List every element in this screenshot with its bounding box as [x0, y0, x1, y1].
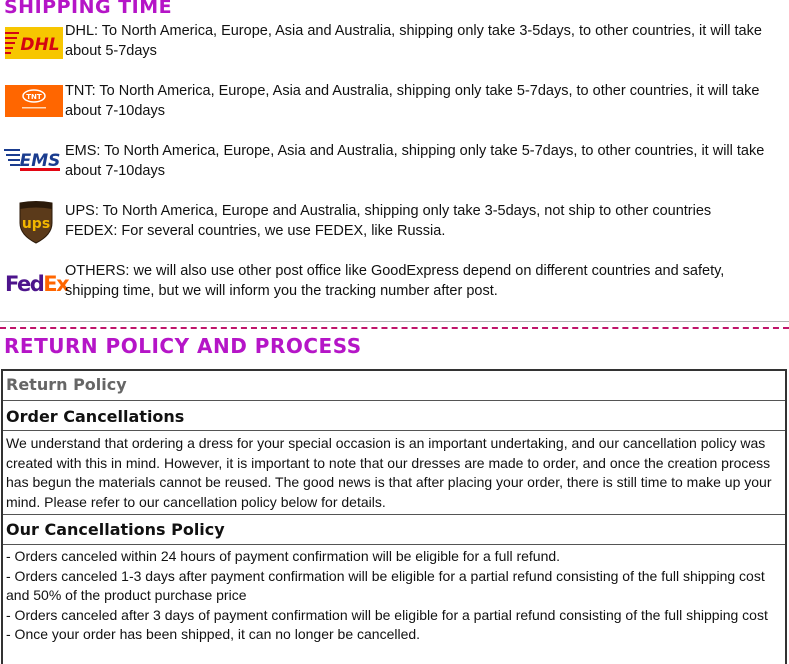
- fedex-logo-icon: [2, 261, 69, 303]
- divider-line: [0, 321, 789, 322]
- list-item: - Orders canceled after 3 days of payment confirmation will be eligible for a partial refund consisting of the full shipping cost: [6, 606, 768, 623]
- order-cancellations-paragraph: We understand that ordering a dress for your special occasion is an important undertaking, and our cancellation policy was created with this in mind. However, it is important to note that our dresses are made to order, and once the creation process has begun the materials cannot be reused. The good news is that after placing your order, there is still time to make up your mind. Please refer to our cancellation policy below for details.: [3, 431, 785, 515]
- return-policy-title: RETURN POLICY AND PROCESS: [4, 334, 362, 358]
- carrier-row-ups: [0, 201, 789, 253]
- cancellations-policy-heading: Our Cancellations Policy: [3, 515, 785, 545]
- carrier-row-dhl: [0, 21, 789, 73]
- carrier-text-dhl: DHL: To North America, Europe, Asia and Australia, shipping only take 3-5days, to other countries, it will take about 5-7days: [65, 23, 762, 59]
- cancellations-policy-list: [3, 545, 785, 645]
- list-item: - Orders canceled 1-3 days after payment confirmation will be eligible for a partial refund consisting of the full shipping cost and 50% of the product purchase price: [6, 567, 765, 603]
- divider-dashed: [0, 327, 789, 329]
- list-item: - Once your order has been shipped, it can no longer be cancelled.: [6, 626, 421, 642]
- ups-logo-text: ups: [21, 216, 51, 232]
- order-cancellations-heading: Order Cancellations: [3, 401, 785, 431]
- tnt-logo-icon: [2, 81, 64, 123]
- carrier-row-others: [0, 261, 789, 313]
- dhl-logo-icon: [2, 21, 64, 63]
- list-item: - Orders canceled within 24 hours of payment confirmation will be eligible for a full refund.: [6, 548, 561, 564]
- ems-logo-icon: [2, 141, 64, 183]
- ems-logo-text: EMS: [19, 151, 61, 171]
- carrier-text-others: OTHERS: we will also use other post office like GoodExpress depend on different countries and safety, shipping time, but we will inform you the tracking number after post.: [65, 263, 725, 299]
- return-policy-heading: Return Policy: [3, 371, 785, 401]
- tnt-logo-text: TNT: [26, 93, 42, 101]
- ups-logo-icon: [2, 201, 64, 243]
- carrier-text-ems: EMS: To North America, Europe, Asia and Australia, shipping only take 5-7days, to other countries, it will take about 7-10days: [65, 143, 765, 179]
- carrier-text-ups: UPS: To North America, Europe and Australia, shipping only take 3-5days, not ship to other countries FEDEX: For several countries, we use FEDEX, like Russia.: [65, 203, 712, 239]
- shipping-time-title: SHIPPING TIME: [4, 0, 173, 18]
- fedex-logo-text: FedEx: [5, 272, 69, 296]
- carrier-row-tnt: [0, 81, 789, 133]
- carrier-text-tnt: TNT: To North America, Europe, Asia and Australia, shipping only take 5-7days, to other countries, it will take about 7-10days: [65, 83, 760, 119]
- return-policy-table: [1, 369, 787, 664]
- dhl-logo-text: DHL: [20, 35, 60, 55]
- carrier-row-ems: [0, 141, 789, 193]
